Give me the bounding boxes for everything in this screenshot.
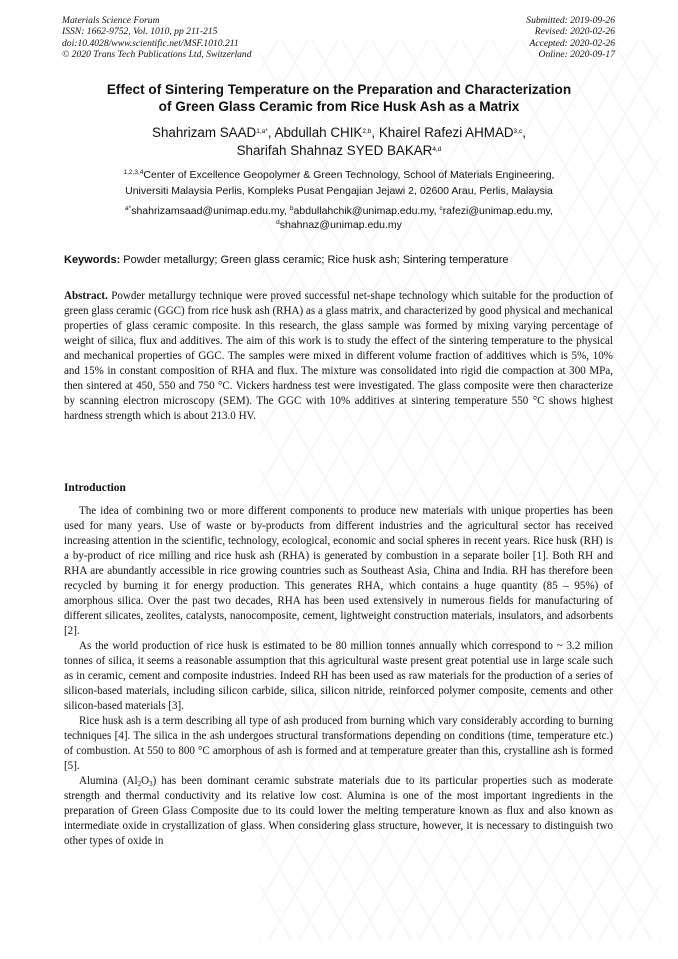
email-line-2 [50,218,628,232]
section-heading-introduction: Introduction [64,482,126,494]
author-sup: 1,a* [256,128,268,135]
abstract-text: Powder metallurgy technique were proved successful net-shape technology which suitable for the production of green glass ceramic (GGC) from rice husk ash (RHA) as a glass matrix, and characterized by good physical and mechanical properties of glass ceramic composite. In this research, the glass sample was formed by mixing varying percentage of weight of silica, flux and additives. The aim of this work is to study the effect of the sintering temperature to the physical and mechanical properties of GGC. The samples were mixed in different volume fraction of additives which is 5%, 10% and 15% in constant composition of RHA and flux. The mixture was consolidated into rigid die compaction at 300 MPa, then sintered at 450, 550 and 750 °C. Vickers hardness test were investigated. The glass composite were then characterize by scanning electron microscopy (SEM). The GGC with 10% additives at sintering temperature 550 °C shows highest hardness strength which is about 213.0 HV. [64,290,613,422]
title-line-1: Effect of Sintering Temperature on the Preparation and Characterization [106,82,572,97]
date-revised: Revised: 2020-02-26 [534,26,615,38]
email-sup: c [439,205,443,212]
subscript: 2 [137,780,142,788]
paragraph-text: ) has been dominant ceramic substrate materials due to its particular properties such as moderate strength and thermal conductivity and its relative low cost. Alumina is one of the most important ingredients in the preparation of Green Glass Composite due to its could lower the melting temperature known as flux and also known as intermediate oxide in crystallization of glass. When considering glass structure, however, it is necessary to distinguish two other types of oxide in [64,775,613,847]
paragraph [64,774,613,849]
affiliation-sup: 1,2,3,4 [123,169,144,176]
author-sup: 2,b [362,128,372,135]
affiliation-text: Center of Excellence Geopolymer & Green Technology, School of Materials Engineering, [143,169,555,181]
email-list [50,204,628,232]
paragraph-text: O [141,775,150,787]
author-name: Sharifah Shahnaz SYED BAKAR [236,143,433,158]
author-line-2 [40,142,638,160]
author-list [40,124,638,160]
date-online: Online: 2020-09-17 [538,49,615,61]
email-sup: a* [125,205,132,212]
email-link[interactable]: abdullahchik@unimap.edu.my, [293,205,440,217]
author-line-1 [40,124,638,142]
author-name: Shahrizam SAAD [152,125,257,140]
journal-issn: ISSN: 1662-9752, Vol. 1010, pp 211-215 [62,26,218,38]
affiliation-line-1 [50,168,628,184]
author-name: , Abdullah CHIK [267,125,363,140]
title-line-2: of Green Glass Ceramic from Rice Husk Ash as a Matrix [158,98,520,114]
keywords [64,253,508,267]
submission-dates [526,15,615,61]
introduction-body [64,504,613,849]
affiliation-line-2: Universiti Malaysia Perlis, Kompleks Pusat Pengajian Jejawi 2, 02600 Arau, Perlis, Malaysia [125,184,553,197]
keywords-text: Powder metallurgy; Green glass ceramic; Rice husk ash; Sintering temperature [120,254,509,266]
journal-name: Materials Science Forum [62,15,160,26]
email-sup: b [289,205,294,212]
author-sep: , [522,125,526,140]
subscript: 3 [149,780,153,788]
author-sup: 4,d [432,146,442,153]
email-sup: d [276,219,280,226]
date-submitted: Submitted: 2019-09-26 [526,15,615,26]
date-accepted: Accepted: 2020-02-26 [529,37,615,49]
author-name: , Khairel Rafezi AHMAD [371,125,514,140]
affiliation [50,168,628,199]
journal-info [62,15,252,61]
journal-doi[interactable]: doi:10.4028/www.scientific.net/MSF.1010.211 [62,37,239,49]
paragraph-text: Alumina (Al [79,775,138,787]
abstract-label: Abstract. [64,290,108,302]
author-sup: 3,c [513,128,523,135]
paragraph: As the world production of rice husk is estimated to be 80 million tonnes annually which correspond to ~ 3.2 milion tonnes of silica, it seems a reasonable assumption that this agricultural waste present great potential use in large scale such as in ceramic, cement and composite industries. Indeed RH has been used as raw materials for the production of a series of silicon-based materials, including silicon carbide, silica, silicon nitride, reinforced polymer composite, cements and other silicon-based materials [3]. [64,640,613,712]
journal-copyright: © 2020 Trans Tech Publications Ltd, Switzerland [62,49,252,61]
email-link[interactable]: shahnaz@unimap.edu.my [279,219,402,231]
paragraph: Rice husk ash is a term describing all type of ash produced from burning which vary considerably according to burning techniques [4]. The silica in the ash undergoes structural transformations depending on conditions (time, temperature etc.) of combustion. At 550 to 800 °C amorphous of ash is formed and at temperature greater than this, crystalline ash is formed [5]. [64,715,613,772]
email-line-1 [50,204,628,218]
email-link[interactable]: rafezi@unimap.edu.my, [442,205,553,217]
abstract [64,289,613,424]
paragraph: The idea of combining two or more different components to produce new materials with unique properties has been used for many years. Use of waste or by-products from different industries and the agricultural sector has received increasing attention in the scientific, technology, ecological, economic and social spheres in recent years. Rice husk (RH) is a by-product of rice milling and rice husk ash (RHA) is generated by combustion in a separate boiler [1]. Both RH and RHA are abundantly accessible in rice growing countries such as Southeast Asia, China and India. RH has therefore been recycled by burning it for energy production. This generates RHA, which contains a huge quantity (85 – 95%) of amorphous silica. Over the past two decades, RHA has been used extensively in numerous fields for manufacturing of different silicates, zeolites, catalysts, nanocomposite, cement, lightweight construction materials, insulators, and adsorbents [2]. [64,505,613,637]
email-link[interactable]: shahrizamsaad@unimap.edu.my, [131,205,290,217]
paper-title [50,82,628,115]
keywords-label: Keywords: [64,254,121,266]
